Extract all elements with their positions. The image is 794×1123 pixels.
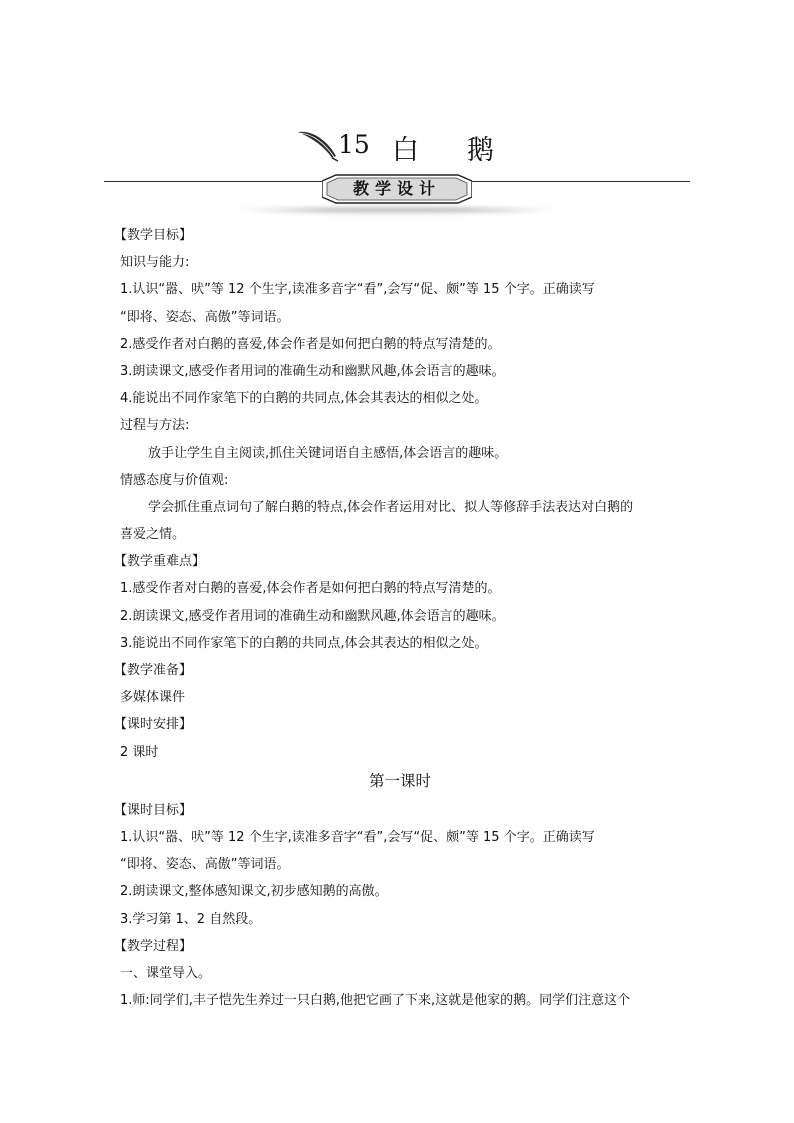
section-heading: 【课时安排】 (114, 717, 193, 733)
body-line: 1.感受作者对白鹅的喜爱,体会作者是如何把白鹅的特点写清楚的。 (120, 581, 501, 597)
body-line: 1.认识“嚣、吠”等 12 个生字,读准多音字“看”,会写“促、颇”等 15 个字。正确读写 (120, 829, 595, 845)
body-line: 情感态度与价值观: (120, 472, 229, 488)
body-line: “即将、姿态、高傲”等词语。 (120, 309, 290, 325)
body-line: 2 课时 (120, 744, 159, 760)
section-heading: 【教学目标】 (114, 228, 193, 243)
section-heading: 【教学重难点】 (114, 554, 206, 570)
body-line: 知识与能力: (120, 255, 190, 271)
body-line: 学会抓住重点词句了解白鹅的特点,体会作者运用对比、拟人等修辞手法表达对白鹅的 (148, 499, 634, 515)
lesson-title: 白鹅 (392, 135, 542, 166)
body-line: 放手让学生自主阅读,抓住关键词语自主感悟,体会语言的趣味。 (148, 445, 508, 461)
lesson-title-row (0, 128, 794, 168)
section-banner-label: 教学设计 (352, 179, 441, 198)
section-heading: 【课时目标】 (114, 802, 193, 818)
body-line: 2.感受作者对白鹅的喜爱,体会作者是如何把白鹅的特点写清楚的。 (120, 336, 501, 352)
body-line: 多媒体课件 (120, 690, 186, 706)
body-line: 3.学习第 1、2 自然段。 (120, 911, 262, 927)
lesson-number: 15 (338, 130, 370, 159)
section-heading: 【教学准备】 (114, 663, 193, 678)
body-line: 3.能说出不同作家笔下的白鹅的共同点,体会其表达的相似之处。 (120, 635, 488, 651)
body-line: 2.朗读课文,整体感知课文,初步感知鹅的高傲。 (120, 884, 388, 900)
body-line: “即将、姿态、高傲”等词语。 (120, 857, 290, 873)
section-heading: 【教学过程】 (114, 938, 193, 954)
body-line: 过程与方法: (120, 418, 190, 434)
document-body (114, 222, 680, 1014)
body-line: 3.朗读课文,感受作者用词的准确生动和幽默风趣,体会语言的趣味。 (120, 363, 505, 379)
header-divider-shadow (230, 207, 564, 213)
sub-section-title: 第一课时 (368, 771, 431, 790)
body-line: 1.师:同学们,丰子恺先生养过一只白鹅,他把它画了下来,这就是他家的鹅。同学们注意这个 (120, 993, 631, 1009)
body-line: 1.认识“嚣、吠”等 12 个生字,读准多音字“看”,会写“促、颇”等 15 个字。正确读写 (120, 282, 595, 298)
body-line: 2.朗读课文,感受作者用词的准确生动和幽默风趣,体会语言的趣味。 (120, 608, 505, 624)
body-line: 喜爱之情。 (120, 527, 186, 543)
feather-icon (296, 128, 340, 162)
body-line: 一、课堂导入。 (120, 965, 212, 981)
body-line: 4.能说出不同作家笔下的白鹅的共同点,体会其表达的相似之处。 (120, 391, 488, 407)
